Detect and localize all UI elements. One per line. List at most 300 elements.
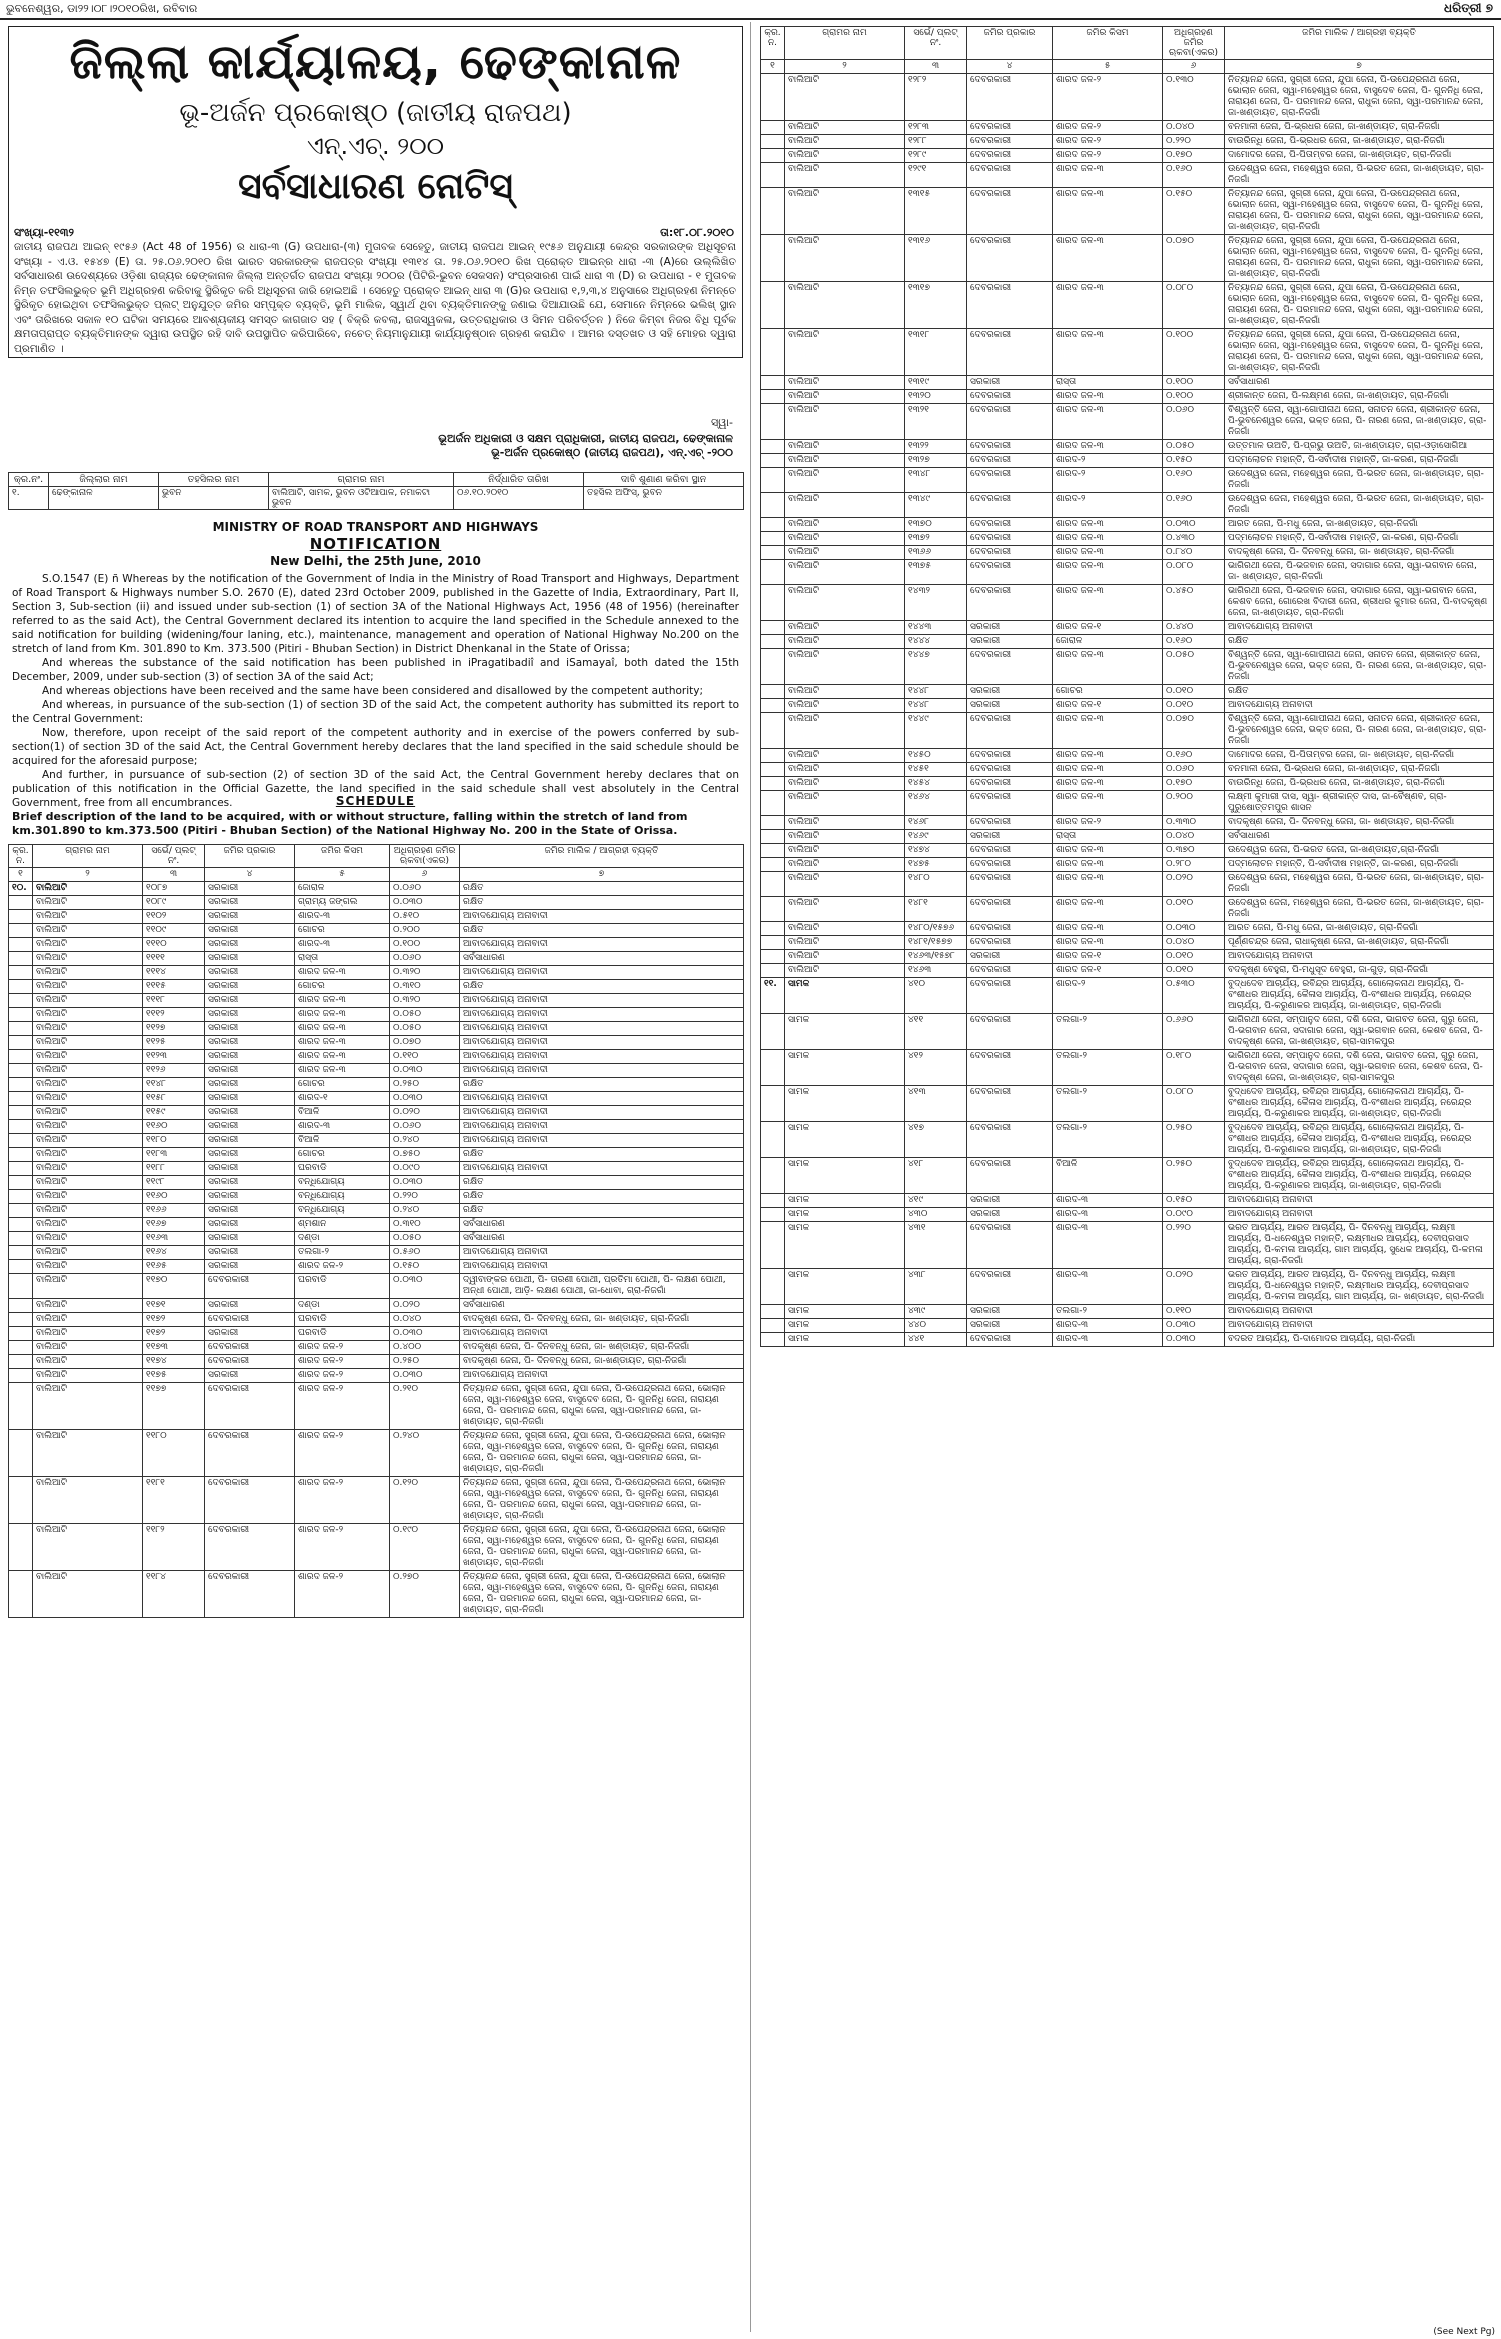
table-cell: ୧୨୮୯ [905,149,967,163]
table-cell: ଦେବରକାରୀ [967,121,1053,135]
table-cell: ଦେବରକାରୀ [967,922,1053,936]
table-cell: ଦେବରକାରୀ [967,1122,1053,1158]
table-cell: ଉଦେଶ୍ୱର ଜେନା, ପି-ଭରତ ଜେନା, ଜା-ଖଣ୍ଡାୟତ,ଗ୍ରା-ନିଜଗାଁ [1225,844,1494,858]
notification-body [12,572,739,810]
schedule-heading: SCHEDULE [335,794,416,808]
table-cell: ୧୩୬୬ [905,546,967,560]
hearing-cell: ୦୬.୧୦.୨୦୧୦ [454,487,584,510]
table-cell: ସରକାରୀ [205,1327,295,1341]
table-cell [761,188,785,235]
table-cell: ୦.୦୧୦ [1163,964,1225,978]
table-cell: ୧୪୪୮ [905,699,967,713]
table-cell: ବାଲିଆଟି [33,1524,143,1571]
table-cell [761,922,785,936]
table-cell: ୦.୩୨୦ [390,966,460,980]
table-cell [761,1208,785,1222]
hearing-cell: ଭୁବନ [159,487,269,510]
table-cell [9,1327,33,1341]
table-cell: ଆବାଦଯୋଗ୍ୟ ଅନାବାଦୀ [460,1036,744,1050]
table-cell: ବାଲିଆଟି [785,950,905,964]
table-cell: ବାଲିଆଟି [785,235,905,282]
table-cell: ୧୩୧୫ [905,188,967,235]
table-cell: ୦.୦୨୦ [390,1299,460,1313]
table-row [9,1571,744,1618]
table-row [761,791,1494,816]
table-cell: ଦେବରକାରୀ [967,149,1053,163]
table-cell: ଶାରଦ ଜଳ-୩ [1053,649,1163,685]
table-cell: ଶାରଦ ଜଳ-୧ [1053,964,1163,978]
table-cell: ଶାରଦ ଜଳ-୩ [1053,188,1163,235]
table-cell: ୦.୦୫୦ [1163,440,1225,454]
table-cell: ୦.୧୫୦ [1163,454,1225,468]
table-cell: ଶାରଦ ଜଳ-୨ [295,1571,390,1618]
table-cell: ଶାରଦ ଜଳ-୨ [295,1260,390,1274]
table-row [9,1078,744,1092]
table-cell: ୦.୧୬୦ [1163,749,1225,763]
table-cell: ଦେବରକାରୀ [967,777,1053,791]
table-cell: ବାଲିଆଟି [33,1477,143,1524]
table-cell [761,585,785,621]
table-cell: ୦.୦୨୦ [1163,1269,1225,1305]
table-cell: ପଦ୍ମଲୋଚନ ମହାନ୍ତି, ପି-ସର୍ବାଦୀଷ ମହାନ୍ତି, ଜା-କରଣ, ଗ୍ରା-ନିଜଗାଁ [1225,532,1494,546]
table-cell: ବାଲିଆଟି [33,1204,143,1218]
table-cell: ରାସ୍ତା [1053,376,1163,390]
table-cell: ବାଲିଆଟି [785,404,905,440]
table-row [9,952,744,966]
table-cell: ସାମକ [785,1305,905,1319]
table-cell: ଆବାଦଯୋଗ୍ୟ ଅନାବାଦୀ [460,1022,744,1036]
table-cell: ୧୧୭୫ [143,1369,205,1383]
table-row [761,897,1494,922]
table-cell: ୧୧୨୩ [143,1050,205,1064]
schedule-number-cell: ୨ [785,60,905,74]
table-cell: ଦେବରକାରୀ [967,1086,1053,1122]
table-cell: ଭରତ ଆଚାର୍ଯ୍ୟ, ଆରତ ଆଚାର୍ଯ୍ୟ, ପି- ଦିନବନ୍ଧୁ ଆଚାର୍ଯ୍ୟ, ଲକ୍ଷ୍ମୀ ଆଚାର୍ଯ୍ୟ, ପି-ଧନେଶ୍ୱର ମହାନ୍ତି, ଲକ୍ଷ୍ମୀଧର ଆଚାର୍ଯ୍ୟ, ଦେବୀପ୍ରସାଦ ଆଚାର୍ଯ୍ୟ, ପି-କମଳା ଆଚାର୍ଯ୍ୟ, ଗାମ ଆଚାର୍ଯ୍ୟ, ଜା- ଖଣ୍ଡାୟତ, ଗ୍ରା-ନିଜଗାଁ [1225,1269,1494,1305]
table-cell: ଶାରଦ ଜଳ-୨ [295,1430,390,1477]
table-cell: ବାଲିଆଟି [33,1430,143,1477]
table-cell: ୦.୨୫୦ [1163,1158,1225,1194]
cell-title: ଭୂ-ଅର୍ଜନ ପ୍ରକୋଷ୍ଠ (ଜାତୀୟ ରାଜପଥ) [179,98,572,128]
table-cell: ବିଶ୍ୱନ୍ତି ଜେନା, ସ୍ୱା-ଗୋପୀନାଥ ଜେନା, ସନାତନ ଜେନା, ଶ୍ରୀକାନ୍ତ ଜେନା, ପି-ଭୁବନେଶ୍ୱର ଜେନା, ଭକ୍ତ ଜେନା, ପି- ନାରଣ ଜେନା, ଜା-ଖଣ୍ଡାୟତ, ଗ୍ରା-ନିଜଗାଁ [1225,649,1494,685]
table-row [9,1022,744,1036]
table-row [761,188,1494,235]
table-cell: ଆବାଦଯୋଗ୍ୟ ଅନାବାଦୀ [460,1106,744,1120]
table-cell: ବାଲିଆଟି [33,1218,143,1232]
table-cell: ଆରତ ଜେନା, ପି-ମଧୁ ଜେନା, ଜା-ଖଣ୍ଡାୟତ, ଗ୍ରା-ନିଜଗାଁ [1225,922,1494,936]
table-cell: ପଦ୍ମଲୋଚନ ମହାନ୍ତି, ପି-ସର୍ବାଦୀଷ ମହାନ୍ତି, ଜା-କରଣ, ଗ୍ରା-ନିଜଗାଁ [1225,858,1494,872]
table-cell: ଦେବରକାରୀ [967,872,1053,897]
page-header [0,0,1501,20]
table-row [9,1477,744,1524]
table-row [761,1269,1494,1305]
schedule-number-cell: ୭ [1225,60,1494,74]
table-cell: ଶାରଦ ଜଳ-୩ [295,1064,390,1078]
schedule-table-right [760,26,1494,1347]
table-cell: ୧୨୯୧ [905,163,967,188]
table-cell [9,966,33,980]
table-cell: ଦେବରକାରୀ [205,1524,295,1571]
table-cell: ବାଲିଆଟି [785,635,905,649]
table-cell: ୪୧୨ [905,1050,967,1086]
table-cell: ୪୧୦ [905,978,967,1014]
table-cell [761,376,785,390]
table-cell: ନିତ୍ୟାନନ୍ଦ ଜେନା, ସୁଗ୍ରୀ ଜେନା, ନ୍ଦୁପା ଜେନା, ପି-ଉପେନ୍ଦ୍ରନାଥ ଜେନା, ଭୋଲାନ ଜେନା, ସ୍ୱା-ମହେଶ୍ୱର ଜେନା, ବାସୁଦେବ ଜେନା, ପି- ଗୁନନିଧି ଜେନା, ନାରାୟଣ ଜେନା, ପି- ପରମାନନ୍ଦ ଜେନା, ରାଧୁକା ଜେନା, ସ୍ୱା-ପରମାନନ୍ଦ ଜେନା, ଜା-ଖଣ୍ଡାୟତ, ଗ୍ରା-ନିଜଗାଁ [1225,329,1494,376]
table-cell: ଶାରଦ ଜଳ-୩ [1053,585,1163,621]
table-cell: ୦.୫୩୦ [1163,978,1225,1014]
table-cell: ସରକାରୀ [205,1008,295,1022]
table-cell: ୧୧୮୩ [143,1148,205,1162]
table-cell: ସରକାରୀ [205,1106,295,1120]
table-cell: ବାଲିଆଟି [785,376,905,390]
table-cell [761,621,785,635]
table-cell: ତଲଗା-୨ [295,1246,390,1260]
table-cell: ଦେବରକାରୀ [967,560,1053,585]
table-row [761,149,1494,163]
table-cell: ଆବାଦଯୋଗ୍ୟ ଅନାବାଦୀ [460,1064,744,1078]
table-cell: ଦେବରକାରୀ [967,329,1053,376]
table-cell [761,816,785,830]
table-cell: ୦.୪୩୦ [1163,532,1225,546]
table-cell: ବାଲିଆଟି [33,882,143,896]
table-row [9,1050,744,1064]
table-cell: ୦.୪୫୦ [1163,585,1225,621]
table-row [761,390,1494,404]
table-cell: ବାଲିଆଟି [33,1106,143,1120]
table-cell: ସରକାରୀ [205,1299,295,1313]
table-cell: ଶାରଦ ଜଳ-୨ [1053,135,1163,149]
table-row [761,282,1494,329]
table-row [9,1162,744,1176]
table-cell: ଦେବରକାରୀ [967,858,1053,872]
table-cell: ବାଲିଆଟି [785,649,905,685]
table-cell: ୧୧୧୫ [143,980,205,994]
table-cell: ୦.୩୧୦ [390,980,460,994]
table-cell: ଶାରଦ ଜଳ-୧ [1053,950,1163,964]
table-cell: ପଦ୍ମଲୋଚନ ମହାନ୍ତି, ପି-ସର୍ବାଦୀଷ ମହାନ୍ତି, ଜା-କରଣ, ଗ୍ରା-ନିଜଗାଁ [1225,454,1494,468]
table-cell: ବାଲିଆଟି [33,1064,143,1078]
table-cell [761,135,785,149]
table-cell: ଶାରଦ ଜଳ-୩ [1053,858,1163,872]
table-row [761,763,1494,777]
paragraph: And whereas objections have been received and the same have been considered and disallowed by the competent authority; [42,685,704,697]
table-cell: ୦.୫୬୦ [390,1246,460,1260]
table-cell: ୧୩୨୧ [905,404,967,440]
table-cell: ବାଲିଆଟି [33,966,143,980]
table-cell: ୦.୧୨୦ [390,1477,460,1524]
table-cell: ଆବାଦଯୋଗ୍ୟ ଅନାବାଦୀ [460,1260,744,1274]
table-cell: ସରକାରୀ [205,994,295,1008]
table-cell: ଦେବରକାରୀ [967,546,1053,560]
table-cell: ଦାମୋଦର ଜେନା, ପି-ପିତାମ୍ବର ଜେନା, ଜା- ଖଣ୍ଡାୟତ, ଗ୍ରା-ନିଜଗାଁ [1225,749,1494,763]
table-cell: ୦.୦୧୦ [1163,699,1225,713]
table-cell: ସରକାରୀ [967,1305,1053,1319]
table-cell: ଶାରଦ ଜଳ-୩ [295,966,390,980]
table-cell: ୦.୪୪୦ [1163,621,1225,635]
table-cell: ସରକାରୀ [967,699,1053,713]
table-cell [761,950,785,964]
hearing-header-cell: ଜିଲ୍ଲାର ନାମ [49,473,159,487]
table-cell: ୦.୦୪୦ [1163,121,1225,135]
table-cell: ଆବାଦଯୋଗ୍ୟ ଅନାବାଦୀ [460,1120,744,1134]
table-cell: ବାଲିଆଟି [785,121,905,135]
table-cell: ଦେବରକାରୀ [967,532,1053,546]
hearing-header-cell: ତହସିଲର ନାମ [159,473,269,487]
table-row [9,1134,744,1148]
table-cell [9,1106,33,1120]
table-cell: ବାଲିଆଟି [785,135,905,149]
table-cell: ଶାରଦ ଜଳ-୩ [1053,844,1163,858]
table-cell: ସରକାରୀ [205,882,295,896]
table-cell: ଦାମୋଦର ଜେନା, ପି-ପିତାମ୍ବର ଜେନା, ଜା-ଖଣ୍ଡାୟତ, ଗ୍ରା-ନିଜଗାଁ [1225,149,1494,163]
table-cell: ଦେବରକାରୀ [967,1222,1053,1269]
table-row [9,896,744,910]
table-cell: ୦.୫୧୦ [390,910,460,924]
table-cell [9,1430,33,1477]
table-cell [761,404,785,440]
schedule-header-cell: ସର୍ଭେ/ ପ୍ଲଟ୍ ନଂ. [143,845,205,868]
table-cell: ଆବାଦଯୋଗ୍ୟ ଅନାବାଦୀ [1225,1208,1494,1222]
table-cell: ଦେବରକାରୀ [967,188,1053,235]
table-row [761,621,1494,635]
table-cell: ୧୩୨୦ [905,390,967,404]
table-cell: ବିଆଳି [295,1134,390,1148]
table-cell: ଦେବରକାରୀ [205,1355,295,1369]
table-cell: ନିତ୍ୟାନନ୍ଦ ଜେନା, ସୁଗ୍ରୀ ଜେନା, ନ୍ଦୁପା ଜେନା, ପି-ଉପେନ୍ଦ୍ରନାଥ ଜେନା, ଭୋଲାନ ଜେନା, ସ୍ୱା-ମହେଶ୍ୱର ଜେନା, ବାସୁଦେବ ଜେନା, ପି- ଗୁନନିଧି ଜେନା, ନାରାୟଣ ଜେନା, ପି- ପରମାନନ୍ଦ ଜେନା, ରାଧୁକା ଜେନା, ସ୍ୱା-ପରମାନନ୍ଦ ଜେନା, ଜା-ଖଣ୍ଡାୟତ, ଗ୍ରା-ନିଜଗାଁ [460,1430,744,1477]
table-cell: ୧୩୭୦ [905,518,967,532]
table-cell [761,560,785,585]
table-cell: ବାଲିଆଟି [33,1313,143,1327]
table-row [761,468,1494,493]
table-cell: ୦.୦୧୦ [1163,897,1225,922]
table-cell: ବାଲିଆଟି [785,518,905,532]
table-cell: ୧୪୬୯ [905,830,967,844]
table-cell: ଘରବାଡି [295,1274,390,1299]
table-cell: ଆବାଦଯୋଗ୍ୟ ଅନାବାଦୀ [460,1327,744,1341]
schedule-header-cell: ଜମିର ମାଲିକ / ଆଗ୍ରହୀ ବ୍ୟକ୍ତି [1225,27,1494,60]
table-cell [9,980,33,994]
table-cell [761,532,785,546]
table-cell: ବାଲିଆଟି [785,149,905,163]
paragraph: And whereas, in pursuance of the sub-section (1) of section 3D of the said Act, the competent authority has submitted its report to the Central Government: [12,699,739,725]
table-cell: ୧୧୨୫ [143,1036,205,1050]
table-row [761,1319,1494,1333]
table-cell [9,952,33,966]
table-cell: ଶାରଦ ଜଳ-୩ [1053,390,1163,404]
table-cell: ୦.୦୫୦ [390,1008,460,1022]
table-cell: ୦.୦୩୦ [390,1064,460,1078]
table-row [761,454,1494,468]
table-cell: ୪୩୯ [905,1305,967,1319]
table-cell: ବାଲିଆଟି [785,282,905,329]
notification-heading: NOTIFICATION [309,535,442,553]
schedule-number-cell: ୬ [390,868,460,882]
table-cell: ସରକାରୀ [205,1064,295,1078]
ministry-heading: MINISTRY OF ROAD TRANSPORT AND HIGHWAYS [212,520,539,534]
table-cell: ସରକାରୀ [205,966,295,980]
table-cell: ବାଲିଆଟି [785,830,905,844]
hearing-header-cell: ଗ୍ରାମର ନାମ [269,473,454,487]
table-cell: ବାଲିଆଟି [33,1299,143,1313]
table-cell: ୦.୨୫୦ [390,1355,460,1369]
table-cell [9,1571,33,1618]
table-cell: ୪୪୧ [905,1333,967,1347]
table-cell: ୪୧୩ [905,1086,967,1122]
table-cell: ଶାରଦ ଜଳ-୨ [295,1477,390,1524]
table-cell: ବାଲିଆଟି [785,844,905,858]
table-cell: ୦.୧୭୦ [1163,149,1225,163]
table-cell: ୦.୦୭୦ [1163,713,1225,749]
table-cell: ୦.୨୫୦ [1163,1122,1225,1158]
table-cell: ୦.୦୩୦ [1163,1333,1225,1347]
table-row [9,1232,744,1246]
table-cell: ନିତ୍ୟାନନ୍ଦ ଜେନା, ସୁଗ୍ରୀ ଜେନା, ନ୍ଦୁପା ଜେନା, ପି-ଉପେନ୍ଦ୍ରନାଥ ଜେନା, ଭୋଲାନ ଜେନା, ସ୍ୱା-ମହେଶ୍ୱର ଜେନା, ବାସୁଦେବ ଜେନା, ପି- ଗୁନନିଧି ଜେନା, ନାରାୟଣ ଜେନା, ପି- ପରମାନନ୍ଦ ଜେନା, ରାଧୁକା ଜେନା, ସ୍ୱା-ପରମାନନ୍ଦ ଜେନା, ଜା-ଖଣ୍ଡାୟତ, ଗ୍ରା-ନିଜଗାଁ [1225,188,1494,235]
table-cell: ୦.୦୩୦ [1163,518,1225,532]
table-cell: ଶାରଦ ଜଳ-୩ [1053,936,1163,950]
table-cell: ବାଲିଆଟି [33,1383,143,1430]
table-cell: ୦.୩୩୦ [1163,816,1225,830]
table-cell: ୦.୦୩୦ [390,1274,460,1299]
table-cell: ୧୪୪୯ [905,713,967,749]
table-cell: ସରକାରୀ [967,376,1053,390]
table-cell: ୦.୦୭୦ [1163,235,1225,282]
table-cell [9,910,33,924]
table-cell: ଶାରଦ ଜଳ-୩ [1053,235,1163,282]
schedule-number-cell: ୧ [761,60,785,74]
table-cell: ବାଲିଆଟି [785,749,905,763]
table-row [761,635,1494,649]
table-cell [9,1383,33,1430]
table-cell: ସରକାରୀ [205,1078,295,1092]
schedule-header-cell: ଅଧିଗ୍ରହଣ ଜମିର ଋକବା(ଏକର) [1163,27,1225,60]
table-row [761,163,1494,188]
table-cell: ଦେବରକାରୀ [967,163,1053,188]
table-cell: ସାମକ [785,1122,905,1158]
table-cell: ବାଲିଆଟି [33,1246,143,1260]
table-row [9,1092,744,1106]
table-cell: ଶାରଦ ଜଳ-୨ [1053,816,1163,830]
table-cell: ଶାରଦ ଜଳ-୩ [1053,763,1163,777]
table-cell: ବାଲିଆଟି [785,791,905,816]
schedule-header-cell: ଅଧିଗ୍ରହଣ ଜମିର ଋକବା(ଏକର) [390,845,460,868]
table-cell: ବାଲିଆଟି [33,980,143,994]
table-cell: ୧୩୧୯ [905,376,967,390]
table-cell: ଦେବରକାରୀ [205,1313,295,1327]
table-cell: ୧୧୧୧ [143,952,205,966]
table-cell: ବାଲିଆଟି [785,685,905,699]
table-cell: ୧୧୯୮ [143,1176,205,1190]
table-cell [761,858,785,872]
table-cell: ସରକାରୀ [205,1162,295,1176]
schedule-table-left [8,844,744,1618]
table-cell: ବନ୍ଧିଯୋଗ୍ୟ [295,1190,390,1204]
table-row [761,560,1494,585]
table-cell: ଗ୍ରାମ୍ୟ ଜଙ୍ଗଲ [295,896,390,910]
table-cell: ବାଲିଆଟି [785,163,905,188]
table-cell: ୦.୧୦୦ [1163,390,1225,404]
table-cell: ନିତ୍ୟାନନ୍ଦ ଜେନା, ସୁଗ୍ରୀ ଜେନା, ନ୍ଦୁପା ଜେନା, ପି-ଉପେନ୍ଦ୍ରନାଥ ଜେନା, ଭୋଲାନ ଜେନା, ସ୍ୱା-ମହେଶ୍ୱର ଜେନା, ବାସୁଦେବ ଜେନା, ପି- ଗୁନନିଧି ଜେନା, ନାରାୟଣ ଜେନା, ପି- ପରମାନନ୍ଦ ଜେନା, ରାଧୁକା ଜେନା, ସ୍ୱା-ପରମାନନ୍ଦ ଜେନା, ଜା-ଖଣ୍ଡାୟତ, ଗ୍ରା-ନିଜଗାଁ [460,1571,744,1618]
table-cell: ଶାରଦ ଜଳ-୩ [1053,777,1163,791]
table-row [761,978,1494,1014]
table-cell: ଆବାଦଯୋଗ୍ୟ ଅନାବାଦୀ [460,1008,744,1022]
table-cell [761,649,785,685]
table-cell [9,1477,33,1524]
table-row [761,922,1494,936]
notice-date: ତା:୧୮.୦୮.୨୦୧୦ [660,226,734,239]
table-row [761,936,1494,950]
table-row [761,121,1494,135]
table-cell: ସର୍ବସାଧାରଣ [460,1299,744,1313]
table-cell: ବାଦକୃଷ୍ଣ ଜେନା, ପି- ଦିନବନ୍ଧୁ ଜେନା, ଜା- ଖଣ୍ଡାୟତ, ଗ୍ରା-ନିଜଗାଁ [1225,816,1494,830]
table-cell: ୧୧୧୨ [143,1008,205,1022]
table-cell [9,1204,33,1218]
table-cell: ୧୪୭୪ [905,844,967,858]
table-row [761,858,1494,872]
table-cell: ୧୧୬୪ [143,1246,205,1260]
table-row [761,1333,1494,1347]
hearing-cell: ଢେଙ୍କାନାଳ [49,487,159,510]
table-cell: ଲକ୍ଷ୍ମୀ କୁମାରୀ ଦାସ, ସ୍ୱା- ଶ୍ରୀକାନ୍ତ ଦାସ, ଜା-ବୈଷ୍ଣବ, ଗ୍ରା-ପୁରୁଷୋତ୍ତମପୁର ଶାସନ [1225,791,1494,816]
table-cell: ସରକାରୀ [967,1208,1053,1222]
table-cell: ସରକାରୀ [205,1050,295,1064]
table-cell: ଶାରଦ ଜଳ-୨ [295,1383,390,1430]
table-row [761,1086,1494,1122]
table-cell: ଶାରଦ ଜଳ-୩ [1053,749,1163,763]
table-cell: ଦେବରକାରୀ [967,585,1053,621]
table-cell: ୧୧୫୮ [143,1092,205,1106]
table-cell: ସର୍ବସାଧାରଣ [460,1232,744,1246]
table-cell [761,1305,785,1319]
table-cell: ୧୩୨୨ [905,440,967,454]
table-cell: ସରକାରୀ [205,1246,295,1260]
table-cell: ଆବାଦଯୋଗ୍ୟ ଅନାବାଦୀ [460,910,744,924]
schedule-header-cell: ଜମିର କିସମ [295,845,390,868]
table-cell: ବାଲିଆଟି [785,872,905,897]
table-cell: ସରକାରୀ [205,1260,295,1274]
table-cell: ୧୩୪୯ [905,493,967,518]
table-cell: ୦.୦୬୦ [1163,404,1225,440]
table-cell: ରକ୍ଷିତ [460,1190,744,1204]
table-row [761,1158,1494,1194]
hearing-table-row [9,487,744,510]
table-cell: ବାଲିଆଟି [785,188,905,235]
table-cell: ୦.୧୫୦ [1163,1194,1225,1208]
table-cell: ଶାରଦ ଜଳ-୩ [295,1036,390,1050]
hearing-header-cell: କ୍ର.ନଂ. [9,473,49,487]
table-row [9,1064,744,1078]
table-cell [761,149,785,163]
table-cell: ଦେବରକାରୀ [205,1477,295,1524]
table-cell: ଘରବାଡି [295,1162,390,1176]
table-cell: ବାଲିଆଟି [785,858,905,872]
table-cell: ଦ୍ୱୀବାଙ୍କର ପୋଥୀ, ପି- ତାରଣୀ ପୋଥୀ, ପ୍ରତିମା ପୋଥୀ, ପି- ଲକ୍ଷଣ ପୋଥୀ, ଅନ୍ଧୀ ପୋଥୀ, ଆଡ଼ି- ଲକ୍ଷଣ ପୋଥୀ, ଜା-ଧୋବା, ଗ୍ରା-ନିଜଗାଁ [460,1274,744,1299]
table-cell: ଶ୍ମଶାନ [295,1218,390,1232]
table-cell: ବାଲିଆଟି [33,1341,143,1355]
table-cell: ୧୪୫୧ [905,763,967,777]
table-cell: ୧୪୮୧/୧୫୭୭ [905,936,967,950]
table-row [9,1524,744,1571]
table-cell: ୦.୧୬୦ [1163,635,1225,649]
table-cell [9,1176,33,1190]
table-cell: ବାଲିଆଟି [785,454,905,468]
table-cell: ସର୍ବସାଧାରଣ [1225,830,1494,844]
table-cell: ୧୪୪୪ [905,635,967,649]
table-cell: ୧୨୮୩ [905,121,967,135]
schedule-number-cell: ୩ [905,60,967,74]
table-cell: ୦.୧୫୦ [390,1260,460,1274]
table-row [9,1369,744,1383]
table-cell: ୦.୧୬୦ [1163,163,1225,188]
table-cell: ସରକାରୀ [205,896,295,910]
